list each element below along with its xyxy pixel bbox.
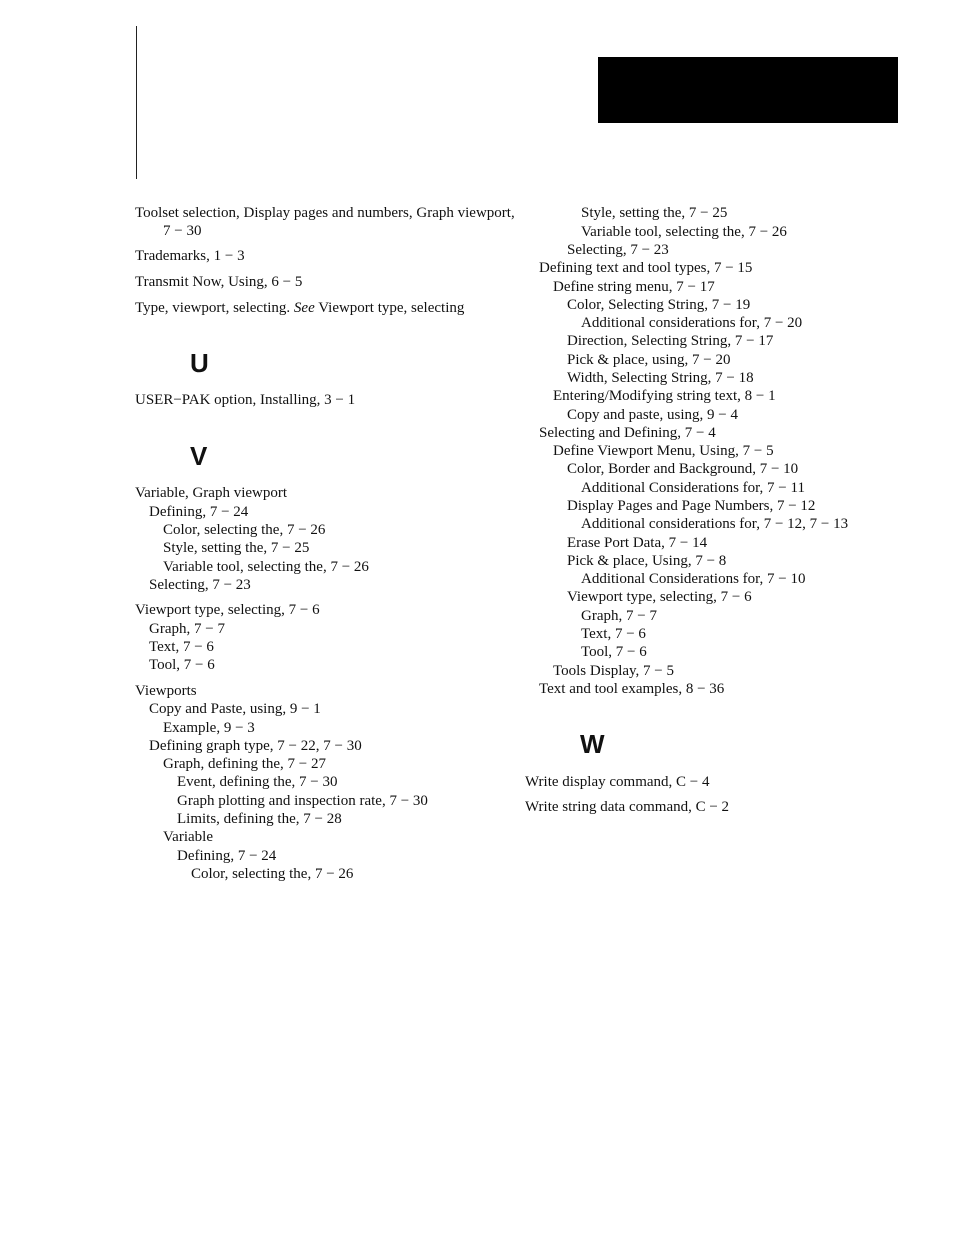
- index-subentry: Additional considerations for, 7 − 12, 7 − 13: [581, 516, 849, 532]
- index-subentry: Graph plotting and inspection rate, 7 − 30: [177, 793, 428, 809]
- index-subentry: Color, selecting the, 7 − 26: [163, 522, 326, 538]
- entry-text: Type, viewport, selecting.: [135, 300, 291, 316]
- index-entry: Trademarks, 1 − 3: [135, 248, 245, 264]
- index-subentry: Direction, Selecting String, 7 − 17: [567, 333, 774, 349]
- section-letter: U: [190, 348, 209, 378]
- see-reference: See: [293, 300, 315, 316]
- index-subentry: Color, Border and Background, 7 − 10: [567, 461, 799, 477]
- index-subentry: Variable: [163, 829, 213, 845]
- index-subentry: Entering/Modifying string text, 8 − 1: [553, 388, 776, 404]
- index-subentry: Additional Considerations for, 7 − 11: [581, 480, 805, 496]
- index-entry: Transmit Now, Using, 6 − 5: [135, 274, 303, 290]
- section-letter: V: [190, 441, 208, 471]
- index-subentry: Tool, 7 − 6: [581, 644, 647, 660]
- index-header-tab: [598, 57, 898, 123]
- index-subentry: Text, 7 − 6: [149, 639, 214, 655]
- index-subentry: Graph, 7 − 7: [581, 608, 657, 624]
- index-subentry: Color, Selecting String, 7 − 19: [567, 297, 751, 313]
- index-subentry: Erase Port Data, 7 − 14: [567, 535, 708, 551]
- index-subentry: Variable tool, selecting the, 7 − 26: [581, 224, 787, 240]
- index-subentry: Defining, 7 − 24: [149, 504, 249, 520]
- index-subentry: Copy and Paste, using, 9 − 1: [149, 701, 321, 717]
- index-subentry: Viewport type, selecting, 7 − 6: [567, 589, 752, 605]
- index-subentry: Graph, defining the, 7 − 27: [163, 756, 327, 772]
- index-subentry: Graph, 7 − 7: [149, 621, 225, 637]
- index-entry: Write string data command, C − 2: [525, 799, 730, 815]
- index-subentry: Display Pages and Page Numbers, 7 − 12: [567, 498, 816, 514]
- index-subentry: Define Viewport Menu, Using, 7 − 5: [553, 443, 774, 459]
- index-subentry: Additional considerations for, 7 − 20: [581, 315, 803, 331]
- entry-text: Viewport type, selecting: [318, 300, 465, 316]
- index-subentry: Tools Display, 7 − 5: [553, 663, 675, 679]
- index-subentry: Event, defining the, 7 − 30: [177, 774, 338, 790]
- index-subentry: Style, setting the, 7 − 25: [581, 205, 728, 221]
- index-subentry: Style, setting the, 7 − 25: [163, 540, 310, 556]
- index-subentry: Width, Selecting String, 7 − 18: [567, 370, 754, 386]
- index-subentry: Defining graph type, 7 − 22, 7 − 30: [149, 738, 362, 754]
- index-entry: Viewport type, selecting, 7 − 6: [135, 602, 320, 618]
- index-subentry: Copy and paste, using, 9 − 4: [567, 407, 738, 423]
- index-subentry: Color, selecting the, 7 − 26: [191, 866, 354, 882]
- index-entry: Write display command, C − 4: [525, 774, 710, 790]
- index-subentry: Selecting, 7 − 23: [149, 577, 251, 593]
- index-entry: Variable, Graph viewport: [135, 485, 288, 501]
- index-subentry: Additional Considerations for, 7 − 10: [581, 571, 806, 587]
- index-subentry: Limits, defining the, 7 − 28: [177, 811, 342, 827]
- index-entry: [135, 299, 464, 317]
- index-subentry: Defining text and tool types, 7 − 15: [539, 260, 753, 276]
- index-subentry: Tool, 7 − 6: [149, 657, 215, 673]
- index-subentry: Pick & place, using, 7 − 20: [567, 352, 731, 368]
- index-subentry: Variable tool, selecting the, 7 − 26: [163, 559, 369, 575]
- index-subentry: Text and tool examples, 8 − 36: [539, 681, 725, 697]
- index-subentry: Example, 9 − 3: [163, 720, 255, 736]
- index-entry: Viewports: [135, 683, 197, 699]
- index-subentry: Defining, 7 − 24: [177, 848, 277, 864]
- index-subentry: Pick & place, Using, 7 − 8: [567, 553, 727, 569]
- index-subentry: Selecting and Defining, 7 − 4: [539, 425, 716, 441]
- index-entry: USER−PAK option, Installing, 3 − 1: [135, 392, 356, 408]
- section-letter: W: [580, 729, 605, 759]
- index-entry: Toolset selection, Display pages and numbers, Graph viewport, 7 − 30: [135, 205, 515, 239]
- index-subentry: Selecting, 7 − 23: [567, 242, 669, 258]
- margin-rule: [136, 26, 137, 179]
- index-subentry: Text, 7 − 6: [581, 626, 646, 642]
- index-subentry: Define string menu, 7 − 17: [553, 279, 715, 295]
